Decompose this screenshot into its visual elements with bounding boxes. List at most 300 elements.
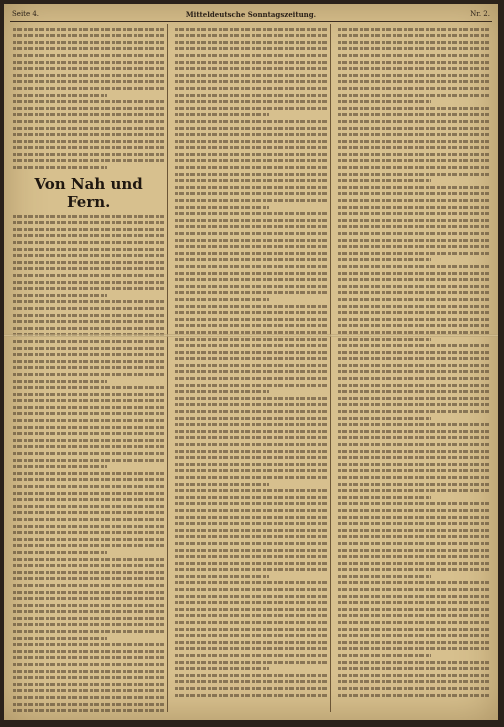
- text-line: [13, 676, 164, 679]
- text-line: [338, 212, 489, 215]
- text-line: [338, 549, 489, 552]
- text-line: [13, 689, 164, 692]
- text-line: [175, 133, 326, 136]
- text-line: [338, 351, 489, 354]
- text-line: [13, 366, 164, 369]
- text-line: [338, 252, 489, 255]
- text-line: [13, 34, 164, 37]
- text-line: [338, 100, 432, 103]
- text-line: [13, 307, 164, 310]
- text-line: [338, 621, 489, 624]
- text-line: [175, 549, 326, 552]
- text-line: [175, 450, 326, 453]
- text-line: [13, 228, 164, 231]
- text-line: [338, 588, 489, 591]
- text-line: [13, 485, 164, 488]
- text-line: [175, 568, 326, 571]
- text-line: [13, 234, 164, 237]
- text-line: [175, 173, 326, 176]
- text-line: [175, 100, 326, 103]
- text-line: [13, 571, 164, 574]
- text-line: [175, 601, 326, 604]
- text-line: [338, 390, 489, 393]
- text-line: [175, 410, 326, 413]
- text-line: [175, 206, 269, 209]
- text-line: [338, 674, 489, 677]
- text-line: [13, 623, 164, 626]
- text-line: [175, 192, 326, 195]
- text-line: [175, 483, 269, 486]
- text-line: [175, 298, 269, 301]
- text-line: [13, 564, 164, 567]
- text-line: [338, 555, 489, 558]
- text-line: [175, 443, 326, 446]
- text-line: [175, 522, 326, 525]
- text-line: [13, 630, 164, 633]
- text-line: [13, 113, 164, 116]
- text-line: [338, 483, 489, 486]
- text-line: [338, 146, 489, 149]
- text-line: [175, 364, 326, 367]
- text-line: [13, 663, 164, 666]
- text-line: [175, 28, 326, 31]
- text-line: [338, 529, 489, 532]
- text-line: [175, 285, 326, 288]
- text-line: [13, 670, 164, 673]
- text-line: [175, 344, 326, 347]
- text-line: [13, 426, 164, 429]
- text-line: [338, 568, 489, 571]
- text-line: [175, 239, 326, 242]
- text-line: [338, 443, 489, 446]
- text-line: [338, 496, 432, 499]
- text-line: [338, 28, 489, 31]
- text-line: [13, 597, 164, 600]
- text-line: [13, 637, 107, 640]
- text-line: [13, 650, 164, 653]
- text-line: [338, 199, 489, 202]
- text-line: [13, 320, 164, 323]
- text-line: [338, 502, 489, 505]
- text-line: [338, 206, 489, 209]
- column-1: [10, 24, 168, 712]
- text-line: [338, 113, 489, 116]
- text-line: [175, 687, 326, 690]
- text-line: [338, 153, 489, 156]
- text-line: [13, 294, 107, 297]
- text-line: [338, 232, 489, 235]
- text-line: [175, 219, 326, 222]
- text-line: [338, 318, 489, 321]
- text-line: [13, 445, 164, 448]
- text-line: [175, 575, 269, 578]
- text-line: [175, 680, 326, 683]
- text-line: [338, 370, 489, 373]
- text-line: [338, 634, 489, 637]
- text-line: [13, 100, 164, 103]
- text-line: [13, 41, 164, 44]
- text-line: [175, 370, 326, 373]
- text-line: [338, 384, 489, 387]
- text-line: [338, 291, 489, 294]
- text-line: [13, 505, 164, 508]
- text-line: [338, 535, 489, 538]
- text-line: [13, 551, 107, 554]
- text-line: [175, 489, 326, 492]
- text-line: [175, 159, 326, 162]
- text-line: [338, 357, 489, 360]
- text-line: [338, 575, 432, 578]
- text-line: [175, 311, 326, 314]
- text-line: [175, 674, 326, 677]
- text-line: [338, 476, 489, 479]
- text-line: [338, 285, 489, 288]
- text-line: [13, 465, 107, 468]
- text-line: [175, 595, 326, 598]
- text-line: [13, 146, 164, 149]
- text-line: [175, 179, 326, 182]
- text-line: [338, 74, 489, 77]
- text-line: [175, 94, 326, 97]
- text-line: [13, 61, 164, 64]
- text-line: [13, 87, 164, 90]
- text-line: [338, 61, 489, 64]
- text-line: [13, 604, 164, 607]
- text-line: [338, 54, 489, 57]
- text-line: [13, 166, 107, 169]
- text-line: [175, 127, 326, 130]
- text-line: [338, 67, 489, 70]
- text-line: [175, 588, 326, 591]
- text-line: [338, 687, 489, 690]
- text-line: [13, 386, 164, 389]
- text-line: [175, 397, 326, 400]
- text-line: [175, 562, 326, 565]
- text-line: [175, 430, 326, 433]
- text-line: [13, 577, 164, 580]
- text-line: [13, 656, 164, 659]
- text-line: [175, 120, 326, 123]
- text-line: [175, 516, 326, 519]
- text-line: [338, 608, 489, 611]
- text-line: [13, 353, 164, 356]
- text-line: [175, 509, 326, 512]
- text-line: [13, 140, 164, 143]
- text-line: [13, 215, 164, 218]
- text-line: [338, 469, 489, 472]
- text-line: [175, 423, 326, 426]
- text-line: [175, 153, 326, 156]
- text-line: [13, 617, 164, 620]
- text-line: [338, 509, 489, 512]
- text-line: [338, 159, 489, 162]
- text-line: [338, 516, 489, 519]
- text-line: [175, 318, 326, 321]
- text-line: [338, 140, 489, 143]
- text-line: [13, 94, 107, 97]
- text-line: [338, 272, 489, 275]
- text-line: [338, 522, 489, 525]
- text-line: [13, 120, 164, 123]
- text-line: [13, 67, 164, 70]
- text-line: [338, 595, 489, 598]
- text-line: [13, 591, 164, 594]
- text-line: [175, 54, 326, 57]
- text-line: [338, 423, 489, 426]
- text-line: [13, 518, 164, 521]
- text-line: [13, 393, 164, 396]
- text-line: [175, 417, 326, 420]
- text-line: [175, 608, 326, 611]
- text-line: [338, 166, 489, 169]
- text-line: [13, 610, 164, 613]
- text-line: [175, 146, 326, 149]
- text-line: [13, 340, 164, 343]
- text-line: [13, 538, 164, 541]
- text-line: [175, 614, 326, 617]
- text-line: [175, 403, 326, 406]
- text-line: [338, 489, 489, 492]
- text-line: [338, 436, 489, 439]
- text-line: [175, 436, 326, 439]
- text-line: [13, 347, 164, 350]
- text-line: [13, 432, 164, 435]
- text-line: [13, 531, 164, 534]
- text-line: [338, 324, 489, 327]
- text-line: [13, 525, 164, 528]
- text-line: [175, 232, 326, 235]
- text-line: [13, 439, 164, 442]
- text-line: [338, 225, 489, 228]
- text-line: [175, 390, 269, 393]
- text-line: [175, 272, 326, 275]
- text-line: [175, 529, 326, 532]
- issue-number-label: Nr. 2.: [470, 10, 490, 18]
- text-line: [175, 252, 326, 255]
- text-line: [13, 54, 164, 57]
- text-line: [175, 351, 326, 354]
- text-line: [13, 107, 164, 110]
- text-line: [338, 417, 432, 420]
- text-line: [338, 80, 489, 83]
- text-line: [13, 314, 164, 317]
- text-line: [13, 300, 164, 303]
- text-line: [13, 703, 164, 706]
- section-heading: Von Nah und Fern.: [34, 175, 143, 212]
- text-line: [13, 241, 164, 244]
- text-line: [175, 456, 326, 459]
- text-line: [338, 186, 489, 189]
- text-line: [175, 245, 326, 248]
- text-line: [175, 113, 269, 116]
- text-line: [13, 498, 164, 501]
- text-line: [13, 412, 164, 415]
- text-line: [175, 225, 326, 228]
- text-line: [338, 562, 489, 565]
- text-line: [13, 261, 164, 264]
- text-line: [175, 502, 326, 505]
- text-line: [338, 377, 489, 380]
- text-line: [13, 74, 164, 77]
- text-line: [175, 324, 326, 327]
- text-line: [175, 634, 326, 637]
- text-line: [338, 245, 489, 248]
- text-line: [338, 87, 489, 90]
- text-line: [338, 667, 489, 670]
- text-line: [13, 373, 164, 376]
- text-line: [175, 661, 326, 664]
- text-line: [175, 265, 326, 268]
- text-line: [13, 80, 164, 83]
- text-line: [175, 555, 326, 558]
- text-line: [338, 456, 489, 459]
- text-line: [338, 601, 489, 604]
- text-line: [338, 410, 489, 413]
- text-line: [175, 581, 326, 584]
- text-line: [13, 406, 164, 409]
- text-line: [13, 159, 164, 162]
- text-line: [175, 41, 326, 44]
- text-line: [175, 535, 326, 538]
- text-line: [13, 696, 164, 699]
- text-line: [13, 558, 164, 561]
- text-line: [175, 80, 326, 83]
- text-line: [13, 360, 164, 363]
- text-line: [175, 199, 326, 202]
- text-line: [338, 298, 489, 301]
- text-line: [13, 274, 164, 277]
- text-line: [338, 133, 489, 136]
- text-line: [175, 278, 326, 281]
- text-line: [338, 614, 489, 617]
- text-line: [338, 430, 489, 433]
- text-line: [338, 173, 489, 176]
- text-line: [175, 87, 326, 90]
- page-header: [10, 8, 492, 22]
- text-line: [13, 281, 164, 284]
- text-line: [338, 338, 432, 341]
- text-line: [338, 219, 489, 222]
- column-2: [172, 24, 330, 712]
- text-line: [13, 153, 164, 156]
- text-line: [338, 34, 489, 37]
- text-line: [13, 459, 164, 462]
- text-line: [338, 41, 489, 44]
- text-line: [338, 265, 489, 268]
- text-line: [175, 628, 326, 631]
- text-line: [175, 621, 326, 624]
- text-line: [175, 61, 326, 64]
- text-line: [175, 107, 326, 110]
- text-line: [13, 478, 164, 481]
- text-columns: [10, 24, 492, 712]
- text-line: [338, 628, 489, 631]
- text-line: [175, 258, 326, 261]
- text-line: [338, 278, 489, 281]
- text-line: [338, 107, 489, 110]
- text-line: [175, 463, 326, 466]
- paper-fold: [4, 334, 498, 337]
- header-rule: [10, 21, 492, 22]
- text-line: [338, 47, 489, 50]
- text-line: [338, 403, 489, 406]
- text-line: [13, 544, 164, 547]
- text-line: [338, 397, 489, 400]
- text-line: [338, 127, 489, 130]
- text-line: [338, 239, 489, 242]
- text-line: [175, 166, 326, 169]
- text-line: [13, 492, 164, 495]
- text-line: [338, 192, 489, 195]
- text-line: [175, 47, 326, 50]
- text-line: [338, 94, 489, 97]
- page-number-label: Seite 4.: [12, 10, 40, 18]
- text-line: [13, 472, 164, 475]
- text-line: [13, 380, 107, 383]
- text-line: [13, 452, 164, 455]
- text-line: [175, 34, 326, 37]
- text-line: [13, 709, 164, 712]
- text-line: [13, 419, 164, 422]
- text-line: [338, 344, 489, 347]
- text-line: [338, 364, 489, 367]
- text-line: [338, 179, 432, 182]
- newspaper-page: [4, 4, 498, 720]
- text-line: [338, 647, 489, 650]
- text-line: [13, 221, 164, 224]
- text-line: [13, 584, 164, 587]
- text-line: [338, 463, 489, 466]
- text-line: [175, 542, 326, 545]
- text-line: [175, 305, 326, 308]
- text-line: [175, 357, 326, 360]
- text-line: [338, 120, 489, 123]
- text-line: [13, 127, 164, 130]
- text-line: [338, 581, 489, 584]
- column-3: [335, 24, 492, 712]
- text-line: [175, 377, 326, 380]
- text-line: [13, 287, 164, 290]
- text-line: [338, 680, 489, 683]
- text-line: [175, 338, 326, 341]
- text-line: [175, 647, 326, 650]
- text-line: [175, 140, 326, 143]
- text-line: [175, 667, 269, 670]
- text-line: [13, 511, 164, 514]
- text-line: [175, 476, 326, 479]
- text-line: [13, 28, 164, 31]
- text-line: [13, 643, 164, 646]
- text-line: [175, 291, 326, 294]
- text-line: [175, 74, 326, 77]
- text-line: [13, 248, 164, 251]
- text-line: [175, 694, 326, 697]
- text-line: [13, 683, 164, 686]
- text-line: [175, 186, 326, 189]
- text-line: [175, 641, 326, 644]
- text-line: [338, 694, 489, 697]
- newspaper-title: Mitteldeutsche Sonntagszeitung.: [185, 10, 317, 19]
- text-line: [338, 542, 489, 545]
- text-line: [338, 661, 489, 664]
- text-line: [338, 654, 432, 657]
- text-line: [175, 496, 326, 499]
- text-line: [13, 399, 164, 402]
- text-line: [338, 311, 489, 314]
- text-line: [13, 133, 164, 136]
- text-line: [175, 654, 326, 657]
- text-line: [175, 384, 326, 387]
